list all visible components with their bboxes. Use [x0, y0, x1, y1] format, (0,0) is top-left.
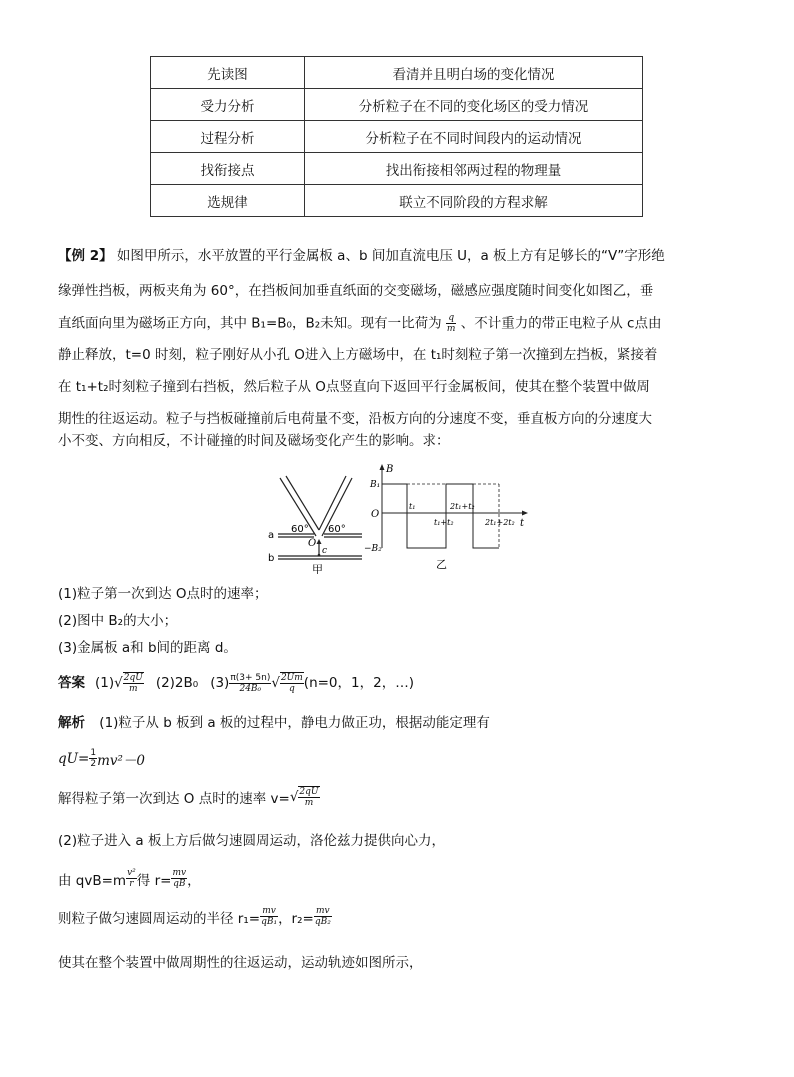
t-axis-label: t — [520, 518, 525, 529]
problem-line-4: 静止释放，t=0 时刻，粒子刚好从小孔 O进入上方磁场中，在 t₁时刻粒子第一次撞到左挡板，紧接着 — [58, 347, 658, 363]
solution-line-5: 则粒子做匀速圆周运动的半径 r₁= $\frac{mv}{\text{qB₁}}$ ，r₂= $\frac{mv}{\text{qB₂}}$ — [58, 906, 331, 927]
b-axis-arrow — [380, 464, 385, 470]
table-cell-desc: 分析粒子在不同的变化场区的受力情况 — [305, 89, 643, 121]
plate-a-label: a — [268, 530, 275, 541]
fraction-q-over-m: $\frac{q}{m}$ — [446, 313, 456, 334]
angle-left-label: 60° — [291, 524, 309, 535]
figure-jia — [258, 474, 381, 574]
question-2: (2)图中 B₂的大小； — [58, 613, 178, 629]
table-cell-step: 先读图 — [151, 57, 305, 89]
point-c — [318, 554, 321, 557]
b-axis-label: B — [386, 464, 394, 475]
question-3: (3)金属板 a和 b间的距离 d。 — [58, 640, 237, 656]
example-label: 【例 2】 — [58, 248, 113, 264]
method-table — [150, 56, 643, 217]
problem-line-1: 【例 2】 如图甲所示，水平放置的平行金属板 a、b 间加直流电压 U，a 板上方有足够长的“V”字形绝 — [58, 248, 665, 264]
waveform — [382, 484, 499, 548]
origin-label: O — [371, 509, 380, 520]
answer-line: 答案 (1) √ $\frac{2qU}{m}$ (2)2B₀ (3) $\frac{\pi(3+ 5n)}{\text{24B₀}}$ √ $\frac{2Um}{q}$ (n=0，1，2，…) — [58, 669, 414, 697]
table-cell-step: 选规律 — [151, 185, 305, 217]
table-row — [151, 57, 643, 89]
question-1: (1)粒子第一次到达 O点时的速率； — [58, 586, 268, 602]
problem-line-2: 缘弹性挡板，两板夹角为 60°，在挡板间加垂直纸面的交变磁场，磁感应强度随时间变化如图乙，垂 — [58, 283, 654, 299]
table-cell-desc: 分析粒子在不同时间段内的运动情况 — [305, 121, 643, 153]
table-cell-desc: 联立不同阶段的方程求解 — [305, 185, 643, 217]
equation-1: qU= $\frac{1}{2}$ mv²－0 — [58, 748, 146, 769]
table-cell-step: 受力分析 — [151, 89, 305, 121]
b1-label: B₁ — [370, 480, 381, 490]
solution-line-4: 由 qvB=m $\frac{\text{v²}}{r}$ 得 r= $\frac{mv}{qB}$ ， — [58, 868, 201, 889]
solution-line-6: 使其在整个装置中做周期性的往返运动，运动轨迹如图所示， — [58, 955, 423, 971]
arrow-head — [317, 539, 322, 544]
solution-line-1: 解析 (1)粒子从 b 板到 a 板的过程中，静电力做正功，根据动能定理有 — [58, 715, 490, 731]
solution-label: 解析 — [58, 715, 85, 731]
neg-b2-label: −B₂ — [364, 544, 382, 554]
table-cell-desc: 看清并且明白场的变化情况 — [305, 57, 643, 89]
solution-line-2: 解得粒子第一次到达 O 点时的速率 v= √ $\frac{2qU}{m}$ — [58, 787, 319, 808]
table-row — [151, 89, 643, 121]
sqrt-2qu-over-m: √ $\frac{2qU}{m}$ — [114, 673, 143, 694]
figure-jia-caption: 甲 — [312, 563, 323, 574]
point-o-label: O — [308, 538, 317, 549]
tick-2t1-plus-2t2: 2t₁+2t₂ — [485, 518, 515, 527]
tick-t1-plus-t2: t₁+t₂ — [434, 518, 454, 527]
table-cell-desc: 找出衔接相邻两过程的物理量 — [305, 153, 643, 185]
problem-line-5: 在 t₁+t₂时刻粒子撞到右挡板，然后粒子从 O点竖直向下返回平行金属板间，使其在整个装置中做周 — [58, 379, 650, 395]
right-baffle-line — [319, 476, 346, 530]
solution-line-3: (2)粒子进入 a 板上方后做匀速圆周运动，洛伦兹力提供向心力， — [58, 833, 445, 849]
tick-t1: t₁ — [409, 502, 416, 511]
plate-b-label: b — [268, 553, 275, 564]
problem-line-3: 直纸面向里为磁场正方向，其中 B₁=B₀，B₂未知。现有一比荷为 $\frac{q}{m}$ 、不计重力的带正电粒子从 c点由 — [58, 313, 662, 334]
left-baffle-line — [286, 476, 319, 530]
table-row — [151, 153, 643, 185]
problem-line-6: 期性的往返运动。粒子与挡板碰撞前后电荷量不变，沿板方向的分速度不变，垂直板方向的分速度大 — [58, 411, 652, 427]
tick-2t1-plus-t2: 2t₁+t₂ — [450, 502, 475, 511]
figure-yi — [364, 462, 534, 572]
figure-yi-caption: 乙 — [436, 558, 447, 571]
table-row — [151, 185, 643, 217]
angle-right-label: 60° — [328, 524, 346, 535]
problem-line-7: 小不变、方向相反，不计碰撞的时间及磁场变化产生的影响。求： — [58, 433, 450, 449]
point-c-label: c — [322, 546, 328, 556]
fraction-pi-term: $\frac{\pi(3+ 5n)}{\text{24B₀}}$ — [230, 672, 271, 694]
table-cell-step: 过程分析 — [151, 121, 305, 153]
table-cell-step: 找衔接点 — [151, 153, 305, 185]
t-axis-arrow — [522, 511, 528, 516]
answer-label: 答案 — [58, 675, 85, 691]
sqrt-2um-over-q: √ $\frac{2Um}{q}$ — [271, 673, 303, 694]
table-row — [151, 121, 643, 153]
